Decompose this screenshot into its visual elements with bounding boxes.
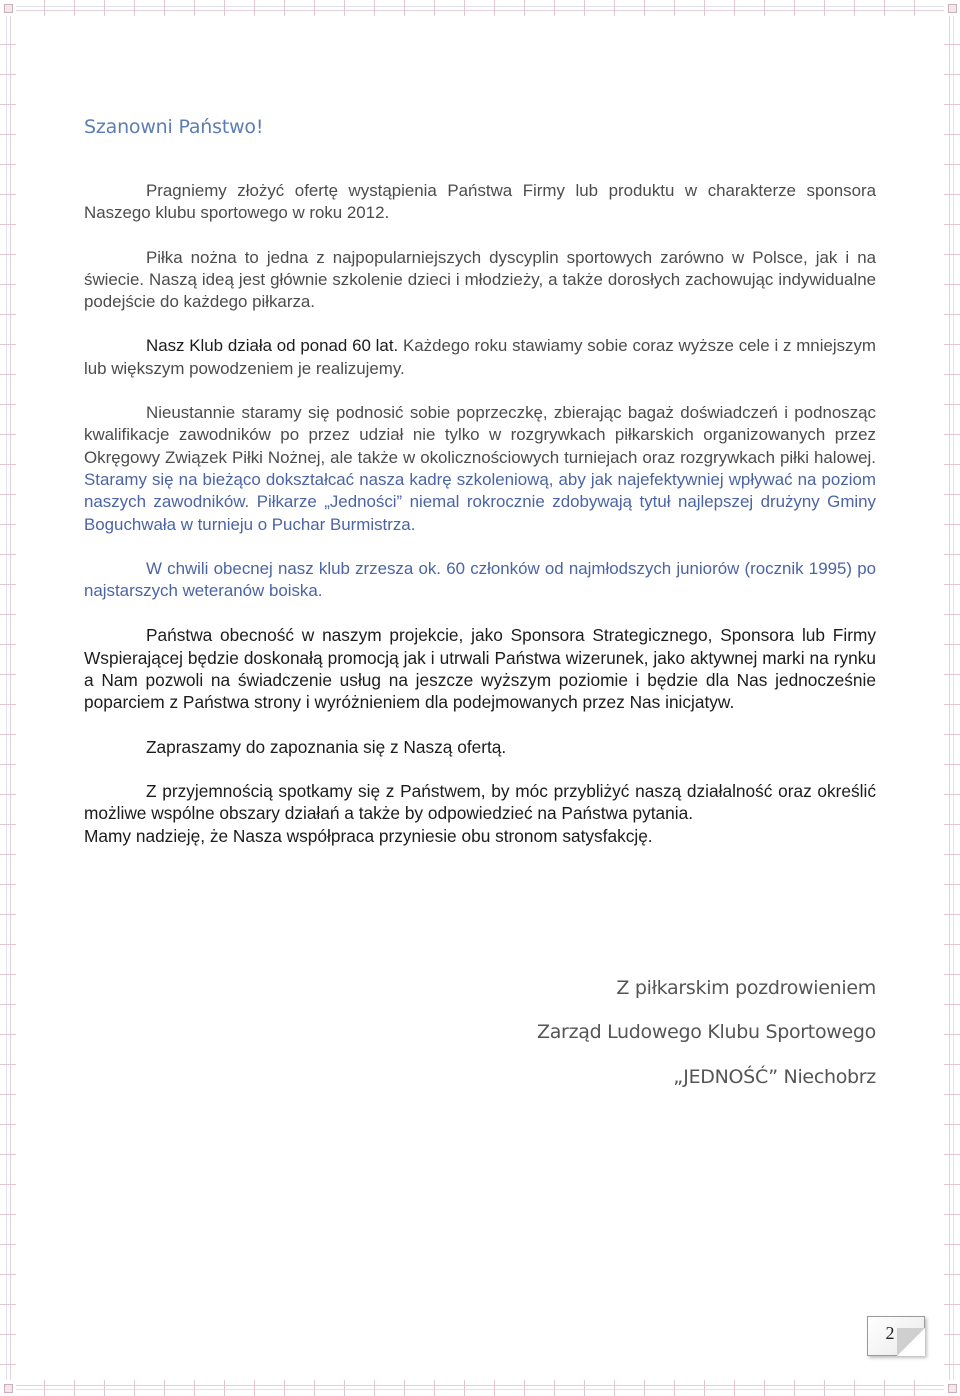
paragraph-meeting: Z przyjemnością spotkamy się z Państwem, by móc przybliżyć naszą działalność oraz określić możliwe wspólne obszary działań a także by odpowiedzieć na Państwa pytania.	[84, 780, 876, 824]
border-corner-ornament	[0, 1380, 16, 1396]
border-corner-ornament	[944, 0, 960, 16]
signature-regards: Z piłkarskim pozdrowieniem	[616, 977, 876, 999]
border-corner-ornament	[944, 1380, 960, 1396]
club-goals-text: Każdego roku stawiamy sobie coraz wyższe cele i z mniejszym lub większym powodzeniem je realizujemy.	[84, 336, 877, 378]
greeting: Szanowni Państwo!	[84, 116, 264, 138]
paragraph-invitation: Zapraszamy do zapoznania się z Naszą ofertą.	[146, 736, 507, 757]
paragraph-members: W chwili obecnej nasz klub zrzesza ok. 60 członków od najmłodszych juniorów (rocznik 1995) po najstarszych weteranów boiska.	[84, 558, 876, 601]
paragraph-closing: Mamy nadzieję, że Nasza współpraca przyniesie obu stronom satysfakcję.	[84, 825, 653, 846]
signature-board: Zarząd Ludowego Klubu Sportowego	[537, 1021, 876, 1043]
border-corner-ornament	[0, 0, 16, 16]
training-text: Staramy się na bieżąco dokształcać nasza kadrę szkoleniową, aby jak najefektywniej wpływać na poziom naszych zawodników.	[84, 469, 876, 512]
paragraph-football-intro: Piłka nożna to jedna z najpopularniejszych dyscyplin sportowych zarówno w Polsce, jak i na świecie.	[84, 247, 876, 289]
page-border-top	[0, 0, 960, 16]
paragraph-football-idea: Naszą ideą jest głównie szkolenie dzieci i młodzieży, a także dorosłych zachowując indywidualne podejście do każdego piłkarza.	[84, 269, 876, 312]
paragraph-sponsorship: Państwa obecność w naszym projekcie, jako Sponsora Strategicznego, Sponsora lub Firmy Wspierającej będzie doskonałą promocją jak i utrwali Państwa wizerunek, jako aktywnej marki na rynku a Nam pozwoli na świadczenie usług na jeszcze wyższym poziomie i będzie dla Nas jednocześnie poparciem z Państwa strony i wyróżnieniem dla podejmowanych przez Nas inicjatyw.	[84, 625, 876, 713]
page-border-left	[0, 0, 16, 1396]
paragraph-offer: Pragniemy złożyć ofertę wystąpienia Państwa Firmy lub produktu w charakterze sponsora Naszego klubu sportowego w roku 2012.	[84, 181, 876, 223]
paragraph-development	[84, 402, 876, 536]
letter-body	[84, 180, 876, 869]
paragraph-football	[84, 247, 876, 314]
page-number-box	[867, 1316, 925, 1356]
paragraph-club-history	[84, 335, 876, 380]
page-curl-icon	[897, 1328, 925, 1356]
signature-club-name: „JEDNOŚĆ” Niechobrz	[673, 1066, 876, 1088]
page-border-right	[944, 0, 960, 1396]
page-number: 2	[885, 1323, 895, 1343]
club-age-text: Nasz Klub działa od ponad 60 lat.	[146, 336, 399, 356]
page-border-bottom	[0, 1380, 960, 1396]
achievements-text: Piłkarze „Jedności” niemal rokrocznie zdobywają tytuł najlepszej drużyny Gminy Boguchwała w turnieju o Puchar Burmistrza.	[84, 492, 876, 534]
development-text: Nieustannie staramy się podnosić sobie poprzeczkę, zbierając bagaż doświadczeń i podnosząc kwalifikacje zawodników po przez udział nie tylko w rozgrywkach piłkarskich organizowanych przez Okręgowy Związek Piłki Nożnej, ale także w okolicznościowych turniejach oraz rozgrywkach piłki halowej.	[84, 403, 876, 467]
